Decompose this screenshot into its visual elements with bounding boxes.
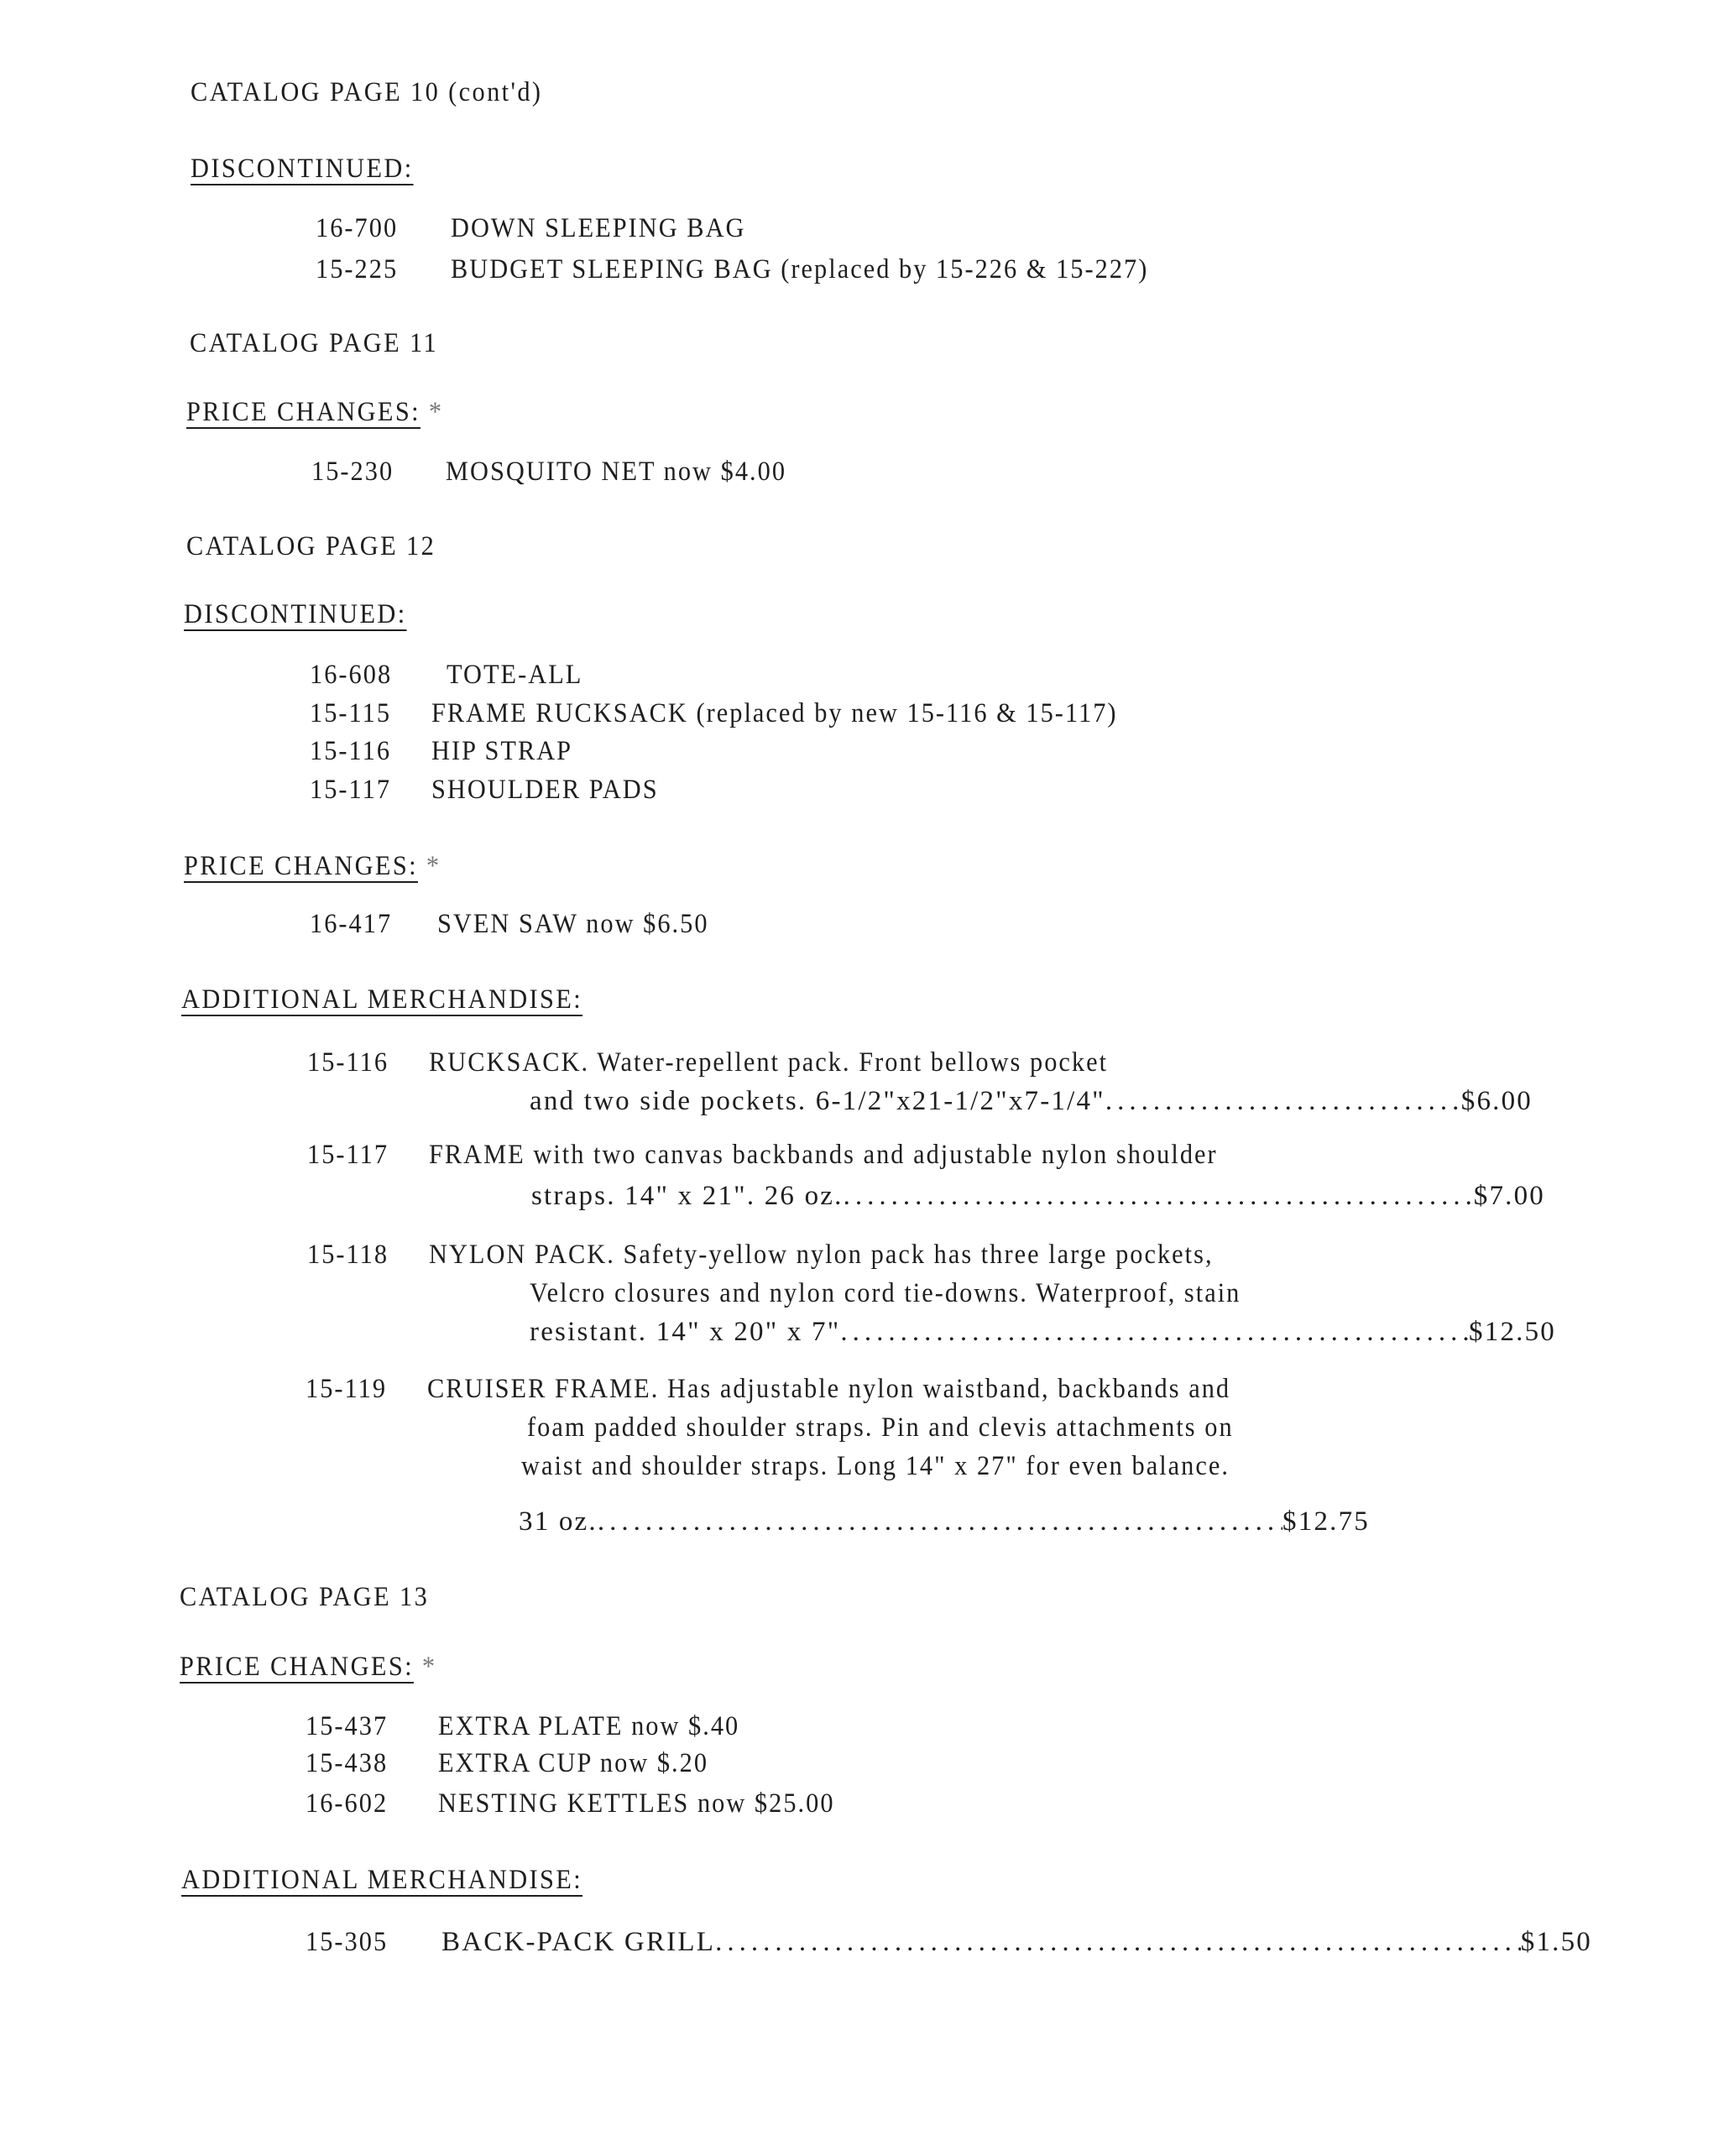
- item-code: 15-116: [310, 736, 392, 766]
- dot-leader: [844, 1179, 1474, 1213]
- dot-leader: [1105, 1084, 1461, 1118]
- item-line: foam padded shoulder straps. Pin and clevis attachments on: [527, 1412, 1234, 1443]
- group-heading: DISCONTINUED:: [191, 154, 414, 184]
- item-desc: MOSQUITO NET now $4.00: [446, 457, 787, 487]
- item-code: 15-119: [306, 1374, 388, 1404]
- item-desc: BUDGET SLEEPING BAG (replaced by 15-226 & 15-227): [451, 254, 1149, 285]
- dot-leader: [715, 1925, 1521, 1959]
- price-line: [531, 1179, 1545, 1213]
- item-line: 31 oz.: [519, 1506, 598, 1537]
- dot-leader: [598, 1505, 1282, 1538]
- item-code: 15-117: [310, 775, 392, 805]
- item-price: $1.50: [1520, 1927, 1592, 1957]
- asterisk-marker: *: [426, 851, 441, 881]
- dot-leader: [840, 1315, 1469, 1349]
- item-desc: FRAME RUCKSACK (replaced by new 15-116 & 15-117): [431, 698, 1118, 728]
- item-desc: NESTING KETTLES now $25.00: [438, 1788, 835, 1819]
- section-title: CATALOG PAGE 10 (cont'd): [191, 77, 543, 107]
- asterisk-marker: *: [421, 1652, 437, 1682]
- section-title: CATALOG PAGE 12: [186, 531, 436, 561]
- item-desc: BACK-PACK GRILL: [441, 1927, 716, 1957]
- price-line: [530, 1315, 1556, 1349]
- item-code: 15-118: [307, 1240, 389, 1270]
- price-line: [519, 1505, 1370, 1538]
- item-desc: DOWN SLEEPING BAG: [451, 213, 746, 243]
- section-title: CATALOG PAGE 13: [180, 1582, 430, 1612]
- item-line: resistant. 14" x 20" x 7": [530, 1317, 841, 1347]
- section-title: CATALOG PAGE 11: [190, 328, 439, 358]
- item-line: RUCKSACK. Water-repellent pack. Front bellows pocket: [429, 1047, 1109, 1078]
- item-price: $12.75: [1282, 1506, 1370, 1537]
- item-code: 15-305: [306, 1927, 389, 1957]
- item-price: $7.00: [1473, 1181, 1545, 1211]
- item-code: 16-417: [310, 909, 393, 939]
- group-heading: ADDITIONAL MERCHANDISE:: [181, 984, 583, 1015]
- item-code: 16-608: [310, 660, 393, 690]
- item-code: 15-230: [311, 457, 394, 487]
- item-price: $6.00: [1460, 1086, 1533, 1116]
- item-line: straps. 14" x 21". 26 oz.: [531, 1181, 844, 1211]
- group-heading: ADDITIONAL MERCHANDISE:: [181, 1865, 583, 1895]
- item-code: 15-117: [307, 1140, 389, 1170]
- item-desc: HIP STRAP: [431, 736, 573, 766]
- asterisk-marker: *: [428, 397, 444, 427]
- item-line: NYLON PACK. Safety-yellow nylon pack has three large pockets,: [429, 1240, 1214, 1270]
- group-heading: [184, 849, 441, 883]
- item-code: 15-116: [307, 1047, 389, 1078]
- item-code: 15-438: [306, 1748, 389, 1778]
- item-line: waist and shoulder straps. Long 14" x 27" for even balance.: [521, 1451, 1230, 1481]
- item-desc: SHOULDER PADS: [431, 775, 659, 805]
- item-price: $12.50: [1469, 1317, 1556, 1347]
- item-desc: EXTRA CUP now $.20: [438, 1748, 709, 1778]
- item-line: Velcro closures and nylon cord tie-downs. Waterproof, stain: [530, 1278, 1241, 1308]
- item-line: FRAME with two canvas backbands and adjustable nylon shoulder: [429, 1140, 1218, 1170]
- item-code: 16-602: [306, 1788, 389, 1819]
- item-line: and two side pockets. 6-1/2"x21-1/2"x7-1/4": [530, 1086, 1105, 1116]
- heading-text: PRICE CHANGES:: [184, 851, 418, 881]
- heading-text: PRICE CHANGES:: [186, 397, 420, 427]
- item-desc: TOTE-ALL: [447, 660, 583, 690]
- price-line: [441, 1925, 1592, 1959]
- group-heading: [180, 1650, 437, 1684]
- heading-text: PRICE CHANGES:: [180, 1652, 414, 1682]
- group-heading: DISCONTINUED:: [184, 599, 407, 629]
- item-code: 15-225: [316, 254, 399, 285]
- item-line: CRUISER FRAME. Has adjustable nylon waistband, backbands and: [427, 1374, 1231, 1404]
- price-line: [530, 1084, 1533, 1118]
- item-code: 15-115: [310, 698, 392, 728]
- item-code: 16-700: [316, 213, 399, 243]
- item-desc: SVEN SAW now $6.50: [437, 909, 709, 939]
- group-heading: [186, 395, 444, 429]
- item-desc: EXTRA PLATE now $.40: [438, 1711, 740, 1741]
- item-code: 15-437: [306, 1711, 389, 1741]
